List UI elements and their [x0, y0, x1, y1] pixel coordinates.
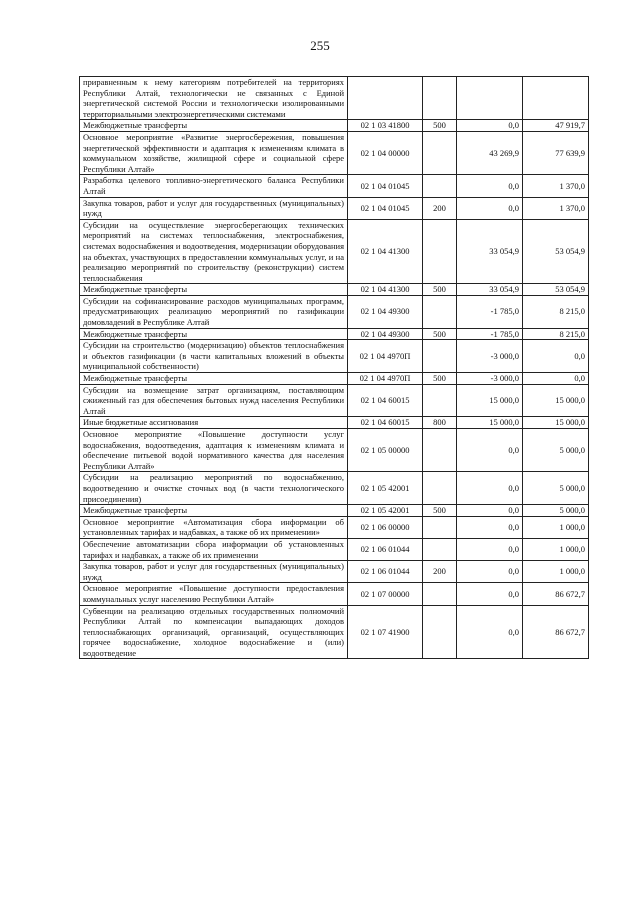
row-value-1: 0,0 [457, 175, 523, 197]
row-value-1: 0,0 [457, 472, 523, 505]
row-type [423, 384, 457, 417]
row-value-2: 5 000,0 [523, 472, 589, 505]
row-name: Субвенции на реализацию отдельных государственных полномочий Республики Алтай по компенсации выпадающих доходов теплоснабжающих организаций, организаций, осуществляющих горячее водоснабжение, холодное водоснабжение и (или) водоотведение [80, 605, 348, 659]
row-value-1: 0,0 [457, 583, 523, 605]
row-type [423, 175, 457, 197]
row-type: 500 [423, 120, 457, 132]
table-row [80, 197, 589, 219]
row-type [423, 219, 457, 284]
table-row [80, 605, 589, 659]
row-name: Межбюджетные трансферты [80, 373, 348, 385]
row-code [348, 77, 423, 120]
row-value-2: 0,0 [523, 373, 589, 385]
row-type [423, 472, 457, 505]
row-code: 02 1 06 00000 [348, 516, 423, 538]
row-value-1: 33 054,9 [457, 284, 523, 296]
row-code: 02 1 07 41900 [348, 605, 423, 659]
row-value-1: -3 000,0 [457, 373, 523, 385]
row-value-2: 1 370,0 [523, 197, 589, 219]
row-code: 02 1 04 01045 [348, 197, 423, 219]
row-code: 02 1 04 00000 [348, 131, 423, 174]
row-code: 02 1 04 60015 [348, 417, 423, 429]
row-type [423, 605, 457, 659]
row-value-2: 1 000,0 [523, 538, 589, 560]
table-row [80, 505, 589, 517]
row-value-1: -3 000,0 [457, 340, 523, 373]
row-value-2: 86 672,7 [523, 583, 589, 605]
row-value-2: 5 000,0 [523, 429, 589, 472]
row-name: Субсидии на софинансирование расходов муниципальных программ, предусматривающих реализацию мероприятий по газификации домовладений в Республике Алтай [80, 295, 348, 328]
row-type [423, 516, 457, 538]
row-name: Закупка товаров, работ и услуг для государственных (муниципальных) нужд [80, 197, 348, 219]
table-row [80, 472, 589, 505]
row-name: Основное мероприятие «Автоматизация сбора информации об установленных тарифах и надбавках, а также об их применении» [80, 516, 348, 538]
row-name: Субсидии на возмещение затрат организациям, поставляющим сжиженный газ для обеспечения бытовых нужд населения Республики Алтай [80, 384, 348, 417]
row-value-1: 15 000,0 [457, 417, 523, 429]
row-code: 02 1 04 41300 [348, 219, 423, 284]
row-name: Обеспечение автоматизации сбора информации об установленных тарифах и надбавках, а также об их применении [80, 538, 348, 560]
row-value-1: 0,0 [457, 505, 523, 517]
row-value-1: 33 054,9 [457, 219, 523, 284]
row-type: 500 [423, 328, 457, 340]
table-row [80, 77, 589, 120]
table-row [80, 583, 589, 605]
row-value-1: 0,0 [457, 120, 523, 132]
row-name: Основное мероприятие «Повышение доступности услуг водоснабжения, водоотведения, адаптация к изменениям климата и обеспечение питьевой водой нормативного качества для населения Республики Алтай» [80, 429, 348, 472]
row-value-1: 0,0 [457, 516, 523, 538]
budget-table [79, 76, 589, 659]
row-name: Субсидии на строительство (модернизацию) объектов теплоснабжения и объектов газификации (в части капитальных вложений в объекты муниципальной собственности) [80, 340, 348, 373]
row-value-2: 1 370,0 [523, 175, 589, 197]
row-type [423, 429, 457, 472]
row-type [423, 77, 457, 120]
row-code: 02 1 05 42001 [348, 472, 423, 505]
row-name: Субсидии на реализацию мероприятий по водоснабжению, водоотведению и очистке сточных вод (в части технологического присоединения) [80, 472, 348, 505]
row-name: Основное мероприятие «Повышение доступности предоставления коммунальных услуг населению Республики Алтай» [80, 583, 348, 605]
row-value-2: 86 672,7 [523, 605, 589, 659]
row-value-1: -1 785,0 [457, 295, 523, 328]
row-type [423, 340, 457, 373]
row-code: 02 1 04 41300 [348, 284, 423, 296]
row-value-2: 15 000,0 [523, 384, 589, 417]
row-name: Иные бюджетные ассигнования [80, 417, 348, 429]
row-value-1: 0,0 [457, 197, 523, 219]
row-value-1 [457, 77, 523, 120]
row-value-2: 47 919,7 [523, 120, 589, 132]
row-type [423, 131, 457, 174]
row-code: 02 1 04 60015 [348, 384, 423, 417]
row-code: 02 1 03 41800 [348, 120, 423, 132]
row-value-2: 5 000,0 [523, 505, 589, 517]
table-row [80, 175, 589, 197]
row-name: Межбюджетные трансферты [80, 120, 348, 132]
row-code: 02 1 04 4970П [348, 340, 423, 373]
row-value-2: 1 000,0 [523, 561, 589, 583]
row-value-2: 8 215,0 [523, 295, 589, 328]
row-type: 500 [423, 505, 457, 517]
row-code: 02 1 05 00000 [348, 429, 423, 472]
row-code: 02 1 05 42001 [348, 505, 423, 517]
table-row [80, 340, 589, 373]
row-name: Межбюджетные трансферты [80, 505, 348, 517]
table-row [80, 538, 589, 560]
row-value-2: 0,0 [523, 340, 589, 373]
row-type: 500 [423, 373, 457, 385]
row-value-2: 77 639,9 [523, 131, 589, 174]
table-row [80, 120, 589, 132]
table-row [80, 417, 589, 429]
budget-table-body [80, 77, 589, 659]
row-type: 500 [423, 284, 457, 296]
row-code: 02 1 06 01044 [348, 561, 423, 583]
row-type [423, 583, 457, 605]
row-value-1: 0,0 [457, 605, 523, 659]
row-value-2: 53 054,9 [523, 284, 589, 296]
table-row [80, 384, 589, 417]
table-row [80, 131, 589, 174]
row-name: Субсидии на осуществление энергосберегающих технических мероприятий на системах теплоснабжения, электроснабжения, системах водоснабжения и водоотведения, модернизации оборудования на объектах, участвующих в предоставлении коммунальных услуг, и на реализацию мероприятий по строительству (реконструкции) систем теплоснабжения [80, 219, 348, 284]
row-code: 02 1 04 4970П [348, 373, 423, 385]
row-value-2: 8 215,0 [523, 328, 589, 340]
row-name: Закупка товаров, работ и услуг для государственных (муниципальных) нужд [80, 561, 348, 583]
page-number: 255 [310, 38, 330, 53]
row-type: 800 [423, 417, 457, 429]
row-code: 02 1 04 49300 [348, 295, 423, 328]
row-code: 02 1 04 01045 [348, 175, 423, 197]
row-type: 200 [423, 561, 457, 583]
row-code: 02 1 04 49300 [348, 328, 423, 340]
table-row [80, 516, 589, 538]
table-row [80, 219, 589, 284]
row-value-2: 15 000,0 [523, 417, 589, 429]
row-value-1: 0,0 [457, 561, 523, 583]
row-value-2 [523, 77, 589, 120]
table-row [80, 284, 589, 296]
row-value-1: 0,0 [457, 429, 523, 472]
row-value-2: 1 000,0 [523, 516, 589, 538]
row-value-1: 15 000,0 [457, 384, 523, 417]
row-name: Основное мероприятие «Развитие энергосбережения, повышения энергетической эффективности и адаптация к изменениям климата в коммунальном хозяйстве, жилищной сфере и социальной сфере Республики Алтай» [80, 131, 348, 174]
row-name: Разработка целевого топливно-энергетического баланса Республики Алтай [80, 175, 348, 197]
row-value-2: 53 054,9 [523, 219, 589, 284]
row-value-1: 43 269,9 [457, 131, 523, 174]
table-row [80, 561, 589, 583]
table-row [80, 373, 589, 385]
row-name: Межбюджетные трансферты [80, 328, 348, 340]
row-code: 02 1 07 00000 [348, 583, 423, 605]
table-row [80, 328, 589, 340]
row-type [423, 538, 457, 560]
row-name: Межбюджетные трансферты [80, 284, 348, 296]
row-type: 200 [423, 197, 457, 219]
row-code: 02 1 06 01044 [348, 538, 423, 560]
row-type [423, 295, 457, 328]
table-row [80, 295, 589, 328]
row-name: приравненным к нему категориям потребителей на территориях Республики Алтай, технологически не связанных с Единой энергетической системой России и технологически изолированными территориальными электроэнергетическими системами [80, 77, 348, 120]
table-row [80, 429, 589, 472]
row-value-1: -1 785,0 [457, 328, 523, 340]
row-value-1: 0,0 [457, 538, 523, 560]
